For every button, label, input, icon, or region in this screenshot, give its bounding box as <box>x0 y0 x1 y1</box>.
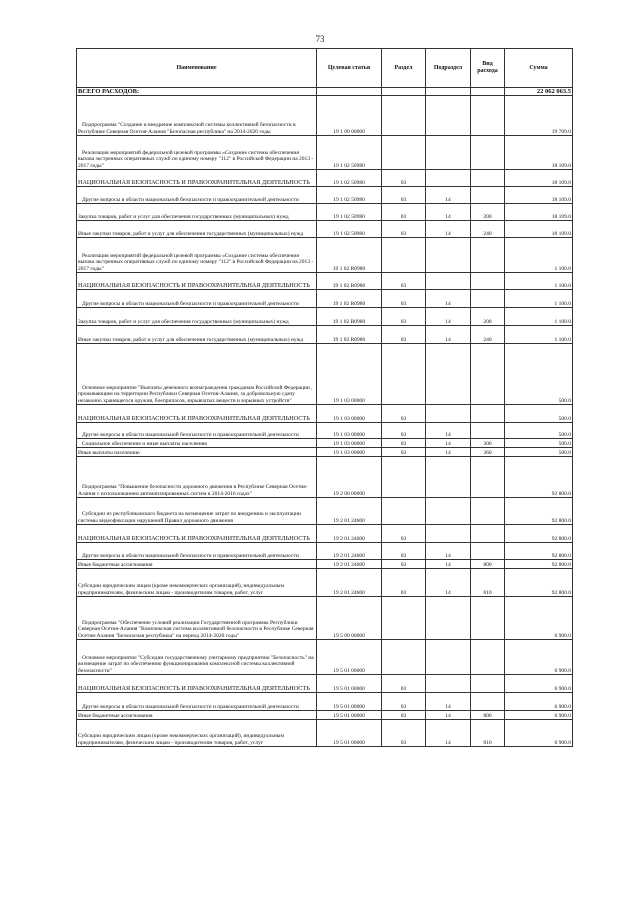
total-row <box>77 88 573 96</box>
cell-sum: 92 800.0 <box>505 457 573 498</box>
cell-section: 03 <box>382 326 426 344</box>
table-row <box>77 290 573 308</box>
cell-type <box>471 543 505 560</box>
table-row <box>77 597 573 640</box>
table-row <box>77 423 573 439</box>
cell-target: 19 1 02 R0980 <box>317 308 382 326</box>
cell-target: 19 1 00 00000 <box>317 96 382 136</box>
cell-section <box>382 344 426 405</box>
cell-sum: 1 100.0 <box>505 238 573 273</box>
cell-target <box>317 88 382 96</box>
cell-subsection: 14 <box>426 290 471 308</box>
table-body <box>77 88 573 747</box>
table-row <box>77 273 573 290</box>
cell-name: Другие вопросы в области национальной безопасности и правоохранительной деятельности <box>77 187 317 204</box>
cell-section: 03 <box>382 170 426 187</box>
cell-sum: 1 100.0 <box>505 308 573 326</box>
cell-subsection: 14 <box>426 569 471 597</box>
cell-name: Иные закупки товаров, работ и услуг для обеспечения государственных (муниципальных) нужд <box>77 326 317 344</box>
cell-target: 19 5 01 00000 <box>317 720 382 747</box>
cell-sum: 6 900.0 <box>505 640 573 675</box>
cell-sum: 18 109.0 <box>505 136 573 170</box>
cell-type <box>471 597 505 640</box>
cell-target: 19 1 02 50980 <box>317 170 382 187</box>
cell-type: 810 <box>471 720 505 747</box>
cell-section <box>382 238 426 273</box>
table-row <box>77 498 573 525</box>
cell-section <box>382 498 426 525</box>
cell-subsection <box>426 525 471 543</box>
cell-name: Субсидии юридическим лицам (кроме некоммерческих организаций), индивидуальным предпринимателям, физическим лицам - производителям товаров, работ, услуг <box>77 720 317 747</box>
table-row <box>77 136 573 170</box>
cell-target: 19 5 01 00000 <box>317 640 382 675</box>
cell-target: 19 2 01 24600 <box>317 560 382 569</box>
cell-subsection <box>426 457 471 498</box>
table-row <box>77 96 573 136</box>
table-row <box>77 204 573 221</box>
cell-name: Субсидии из республиканского бюджета на возмещение затрат по внедрению и эксплуатации системы видеофиксации нарушений Правил дорожного движения <box>77 498 317 525</box>
cell-section <box>382 88 426 96</box>
cell-type <box>471 405 505 423</box>
cell-target: 19 1 02 50980 <box>317 136 382 170</box>
cell-target: 19 5 01 00000 <box>317 711 382 720</box>
cell-sum: 92 800.0 <box>505 543 573 560</box>
cell-subsection <box>426 344 471 405</box>
cell-target: 19 1 03 00000 <box>317 405 382 423</box>
cell-name: Иные бюджетные ассигнования <box>77 560 317 569</box>
cell-name: Другие вопросы в области национальной безопасности и правоохранительной деятельности <box>77 290 317 308</box>
cell-sum: 18 109.0 <box>505 187 573 204</box>
table-row <box>77 344 573 405</box>
cell-target: 19 2 01 24600 <box>317 498 382 525</box>
cell-name: НАЦИОНАЛЬНАЯ БЕЗОПАСНОСТЬ И ПРАВООХРАНИТЕЛЬНАЯ ДЕЯТЕЛЬНОСТЬ <box>77 675 317 693</box>
cell-target: 19 5 01 00000 <box>317 693 382 711</box>
cell-section: 03 <box>382 439 426 448</box>
cell-type <box>471 457 505 498</box>
cell-subsection: 14 <box>426 439 471 448</box>
cell-section: 03 <box>382 308 426 326</box>
table-row <box>77 238 573 273</box>
cell-sum: 6 900.0 <box>505 720 573 747</box>
cell-sum: 92 800.0 <box>505 498 573 525</box>
cell-name: Другие вопросы в области национальной безопасности и правоохранительной деятельности <box>77 543 317 560</box>
cell-name: Другие вопросы в области национальной безопасности и правоохранительной деятельности <box>77 693 317 711</box>
cell-subsection: 14 <box>426 560 471 569</box>
cell-name: НАЦИОНАЛЬНАЯ БЕЗОПАСНОСТЬ И ПРАВООХРАНИТЕЛЬНАЯ ДЕЯТЕЛЬНОСТЬ <box>77 273 317 290</box>
cell-target: 19 5 01 00000 <box>317 675 382 693</box>
cell-target: 19 1 03 00000 <box>317 448 382 457</box>
cell-type <box>471 525 505 543</box>
cell-name: Основное мероприятие "Субсидии государственному унитарному предприятию "Безопасность" на возмещение затрат по обеспечению функционирования комплексной системы коллективной безопасности" <box>77 640 317 675</box>
cell-section: 03 <box>382 423 426 439</box>
cell-sum: 6 900.0 <box>505 693 573 711</box>
table-row <box>77 448 573 457</box>
cell-target: 19 1 02 50980 <box>317 204 382 221</box>
cell-type <box>471 273 505 290</box>
cell-type <box>471 170 505 187</box>
cell-sum: 92 800.0 <box>505 525 573 543</box>
cell-section: 03 <box>382 711 426 720</box>
cell-subsection <box>426 640 471 675</box>
cell-target: 19 5 00 00000 <box>317 597 382 640</box>
cell-type: 300 <box>471 439 505 448</box>
cell-sum: 6 900.0 <box>505 675 573 693</box>
cell-target: 19 1 02 50980 <box>317 221 382 238</box>
cell-subsection: 14 <box>426 221 471 238</box>
cell-type <box>471 498 505 525</box>
cell-section: 03 <box>382 204 426 221</box>
cell-section: 03 <box>382 525 426 543</box>
cell-target: 19 1 02 R0980 <box>317 238 382 273</box>
cell-type: 360 <box>471 448 505 457</box>
header-subsection: Подраздел <box>426 49 471 88</box>
table-row <box>77 640 573 675</box>
cell-name: Реализация мероприятий федеральной целевой программы «Создание системы обеспечения вызова экстренных оперативных служб по единому номеру "112" в Российской Федерации на 2013 - 2017 годы" <box>77 136 317 170</box>
cell-target: 19 1 02 R0980 <box>317 273 382 290</box>
cell-name: Подпрограмма "Обеспечение условий реализации Государственной программы Республики Северная Осетия-Алания "Комплексная система коллективной безопасности в Республике Северная Осетия-Алания "Безопасная республика" на период 2014-2020 годы" <box>77 597 317 640</box>
cell-name: Подпрограмма "Повышение безопасности дорожного движения в Республике Северная Осетия-Алания с использованием автоматизированных систем в 2014-2016 годах" <box>77 457 317 498</box>
table-row <box>77 569 573 597</box>
cell-type <box>471 693 505 711</box>
cell-subsection: 14 <box>426 711 471 720</box>
cell-type: 240 <box>471 326 505 344</box>
cell-sum: 18 109.0 <box>505 204 573 221</box>
cell-sum: 500.0 <box>505 439 573 448</box>
cell-type: 200 <box>471 308 505 326</box>
cell-section: 03 <box>382 221 426 238</box>
cell-section <box>382 597 426 640</box>
cell-name: Закупка товаров, работ и услуг для обеспечения государственных (муниципальных) нужд <box>77 204 317 221</box>
cell-target: 19 2 00 00000 <box>317 457 382 498</box>
cell-type <box>471 96 505 136</box>
cell-subsection <box>426 405 471 423</box>
cell-subsection <box>426 96 471 136</box>
cell-name: Подпрограмма "Создание и внедрение комплексной системы коллективной безопасности в Республике Северная Осетия-Алания "Безопасная республика" на 2014-2020 годы <box>77 96 317 136</box>
cell-name: Иные закупки товаров, работ и услуг для обеспечения государственных (муниципальных) нужд <box>77 221 317 238</box>
cell-subsection <box>426 88 471 96</box>
table-row <box>77 525 573 543</box>
cell-subsection: 14 <box>426 720 471 747</box>
cell-sum: 500.0 <box>505 405 573 423</box>
table-row <box>77 711 573 720</box>
cell-name: НАЦИОНАЛЬНАЯ БЕЗОПАСНОСТЬ И ПРАВООХРАНИТЕЛЬНАЯ ДЕЯТЕЛЬНОСТЬ <box>77 170 317 187</box>
cell-sum: 500.0 <box>505 344 573 405</box>
header-expense-type: Вид расхода <box>471 49 505 88</box>
cell-name: НАЦИОНАЛЬНАЯ БЕЗОПАСНОСТЬ И ПРАВООХРАНИТЕЛЬНАЯ ДЕЯТЕЛЬНОСТЬ <box>77 525 317 543</box>
cell-type <box>471 88 505 96</box>
table-header-row <box>77 49 573 88</box>
cell-name: Иные бюджетные ассигнования <box>77 711 317 720</box>
cell-section: 03 <box>382 448 426 457</box>
cell-name: Иные выплаты населению <box>77 448 317 457</box>
cell-section: 03 <box>382 290 426 308</box>
table-row <box>77 543 573 560</box>
cell-section <box>382 136 426 170</box>
cell-subsection <box>426 238 471 273</box>
cell-sum: 18 109.0 <box>505 221 573 238</box>
cell-name: Реализация мероприятий федеральной целевой программы «Создание системы обеспечения вызова экстренных оперативных служб по единому номеру "112" в Российской Федерации на 2013 - 2017 годы" <box>77 238 317 273</box>
cell-type <box>471 344 505 405</box>
cell-type <box>471 136 505 170</box>
cell-subsection: 14 <box>426 204 471 221</box>
cell-section: 03 <box>382 693 426 711</box>
table-row <box>77 221 573 238</box>
cell-sum: 1 100.0 <box>505 273 573 290</box>
cell-target: 19 2 01 24600 <box>317 543 382 560</box>
table-row <box>77 560 573 569</box>
cell-target: 19 1 02 R0980 <box>317 326 382 344</box>
cell-section: 03 <box>382 675 426 693</box>
cell-sum: 92 800.0 <box>505 569 573 597</box>
cell-target: 19 2 01 24600 <box>317 525 382 543</box>
cell-subsection: 14 <box>426 448 471 457</box>
cell-sum: 500.0 <box>505 423 573 439</box>
cell-target: 19 2 01 24600 <box>317 569 382 597</box>
cell-subsection: 14 <box>426 187 471 204</box>
cell-sum: 19 709.0 <box>505 96 573 136</box>
cell-sum: 6 900.0 <box>505 711 573 720</box>
table-row <box>77 457 573 498</box>
table-row <box>77 693 573 711</box>
cell-target: 19 1 03 00000 <box>317 344 382 405</box>
cell-type: 800 <box>471 711 505 720</box>
table-row <box>77 308 573 326</box>
cell-section <box>382 457 426 498</box>
cell-section: 03 <box>382 560 426 569</box>
cell-type <box>471 238 505 273</box>
cell-name: Социальное обеспечение и иные выплаты населению <box>77 439 317 448</box>
cell-sum: 22 062 063.5 <box>505 88 573 96</box>
expenditure-table <box>76 48 573 747</box>
cell-type <box>471 290 505 308</box>
cell-section: 03 <box>382 569 426 597</box>
cell-sum: 18 109.0 <box>505 170 573 187</box>
cell-subsection <box>426 170 471 187</box>
header-sum: Сумма <box>505 49 573 88</box>
cell-subsection: 14 <box>426 693 471 711</box>
cell-name: Основное мероприятие "Выплаты денежного вознаграждения гражданам Российской Федерации , проживающим на территории Республики Северная Осетия-Алания, за добровольную сдачу незаконно хранящегося оружия, боеприпасов, взрывчатых веществ и взрывных устройств" <box>77 344 317 405</box>
cell-subsection <box>426 273 471 290</box>
table-row <box>77 405 573 423</box>
cell-subsection: 14 <box>426 326 471 344</box>
cell-type: 810 <box>471 569 505 597</box>
cell-type: 800 <box>471 560 505 569</box>
header-name: Наименование <box>77 49 317 88</box>
cell-section <box>382 96 426 136</box>
cell-sum: 1 100.0 <box>505 290 573 308</box>
table-row <box>77 187 573 204</box>
table-row <box>77 720 573 747</box>
page-number: 73 <box>315 34 325 44</box>
cell-section <box>382 640 426 675</box>
cell-name: ВСЕГО РАСХОДОВ: <box>77 88 317 96</box>
cell-subsection: 14 <box>426 308 471 326</box>
cell-sum: 6 900.0 <box>505 597 573 640</box>
cell-target: 19 1 03 00000 <box>317 439 382 448</box>
cell-subsection <box>426 136 471 170</box>
cell-name: НАЦИОНАЛЬНАЯ БЕЗОПАСНОСТЬ И ПРАВООХРАНИТЕЛЬНАЯ ДЕЯТЕЛЬНОСТЬ <box>77 405 317 423</box>
table-row <box>77 675 573 693</box>
cell-subsection: 14 <box>426 543 471 560</box>
cell-section: 03 <box>382 543 426 560</box>
cell-subsection <box>426 498 471 525</box>
cell-name: Субсидии юридическим лицам (кроме некоммерческих организаций), индивидуальным предпринимателям, физическим лицам - производителям товаров, работ, услуг <box>77 569 317 597</box>
cell-section: 03 <box>382 720 426 747</box>
cell-section: 03 <box>382 405 426 423</box>
table-row <box>77 326 573 344</box>
cell-target: 19 1 02 50980 <box>317 187 382 204</box>
cell-target: 19 1 02 R0980 <box>317 290 382 308</box>
cell-subsection <box>426 597 471 640</box>
cell-subsection <box>426 675 471 693</box>
cell-type <box>471 675 505 693</box>
cell-target: 19 1 03 00000 <box>317 423 382 439</box>
cell-subsection: 14 <box>426 423 471 439</box>
cell-sum: 1 100.0 <box>505 326 573 344</box>
cell-sum: 500.0 <box>505 448 573 457</box>
table-row <box>77 170 573 187</box>
cell-type <box>471 187 505 204</box>
cell-name: Другие вопросы в области национальной безопасности и правоохранительной деятельности <box>77 423 317 439</box>
cell-type: 240 <box>471 221 505 238</box>
cell-type <box>471 423 505 439</box>
cell-name: Закупка товаров, работ и услуг для обеспечения государственных (муниципальных) нужд <box>77 308 317 326</box>
table-row <box>77 439 573 448</box>
cell-type: 200 <box>471 204 505 221</box>
cell-sum: 92 800.0 <box>505 560 573 569</box>
cell-section: 03 <box>382 273 426 290</box>
header-target: Целевая статья <box>317 49 382 88</box>
header-section: Раздел <box>382 49 426 88</box>
cell-type <box>471 640 505 675</box>
cell-section: 03 <box>382 187 426 204</box>
